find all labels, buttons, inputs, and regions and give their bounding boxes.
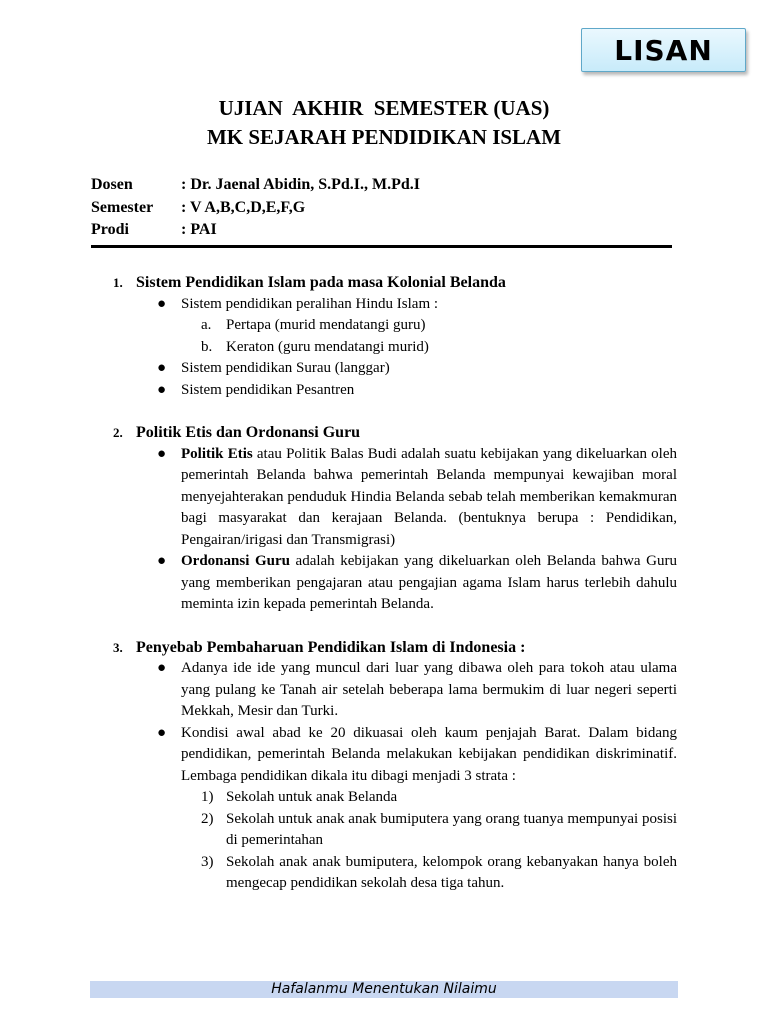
info-value: : Dr. Jaenal Abidin, S.Pd.I., M.Pd.I bbox=[181, 176, 421, 193]
list-item-text: Sistem pendidikan peralihan Hindu Islam : bbox=[181, 295, 439, 312]
list-item-text: atau Politik Balas Budi adalah suatu kebijakan yang dikeluarkan oleh pemerintah Belanda bahwa pemerintah Belanda mempunyai kewajiban moral menyejahterakan penduduk Hindia Belanda sebab telah memberikan kemakmuran bagi masyarakat dan kerajaan Belanda. (bentuknya berupa : Pendidikan, Pengairan/irigasi dan Transmigrasi) bbox=[181, 445, 677, 548]
lisan-badge: LISAN bbox=[581, 28, 746, 72]
info-row-dosen bbox=[91, 176, 420, 199]
list-item-text: Kondisi awal abad ke 20 dikuasai oleh kaum penjajah Barat. Dalam bidang pendidikan, pemerintah Belanda melakukan kebijakan pendidikan diskriminatif. Lembaga pendidikan dikala itu dibagi menjadi 3 strata : bbox=[181, 724, 677, 784]
list-item-text: Sistem pendidikan Surau (langgar) bbox=[181, 360, 390, 376]
list-item bbox=[0, 380, 768, 402]
info-value: : PAI bbox=[181, 221, 217, 238]
section-heading-text: Politik Etis dan Ordonansi Guru bbox=[136, 424, 361, 441]
section-heading-text: Penyebab Pembaharuan Pendidikan Islam di Indonesia : bbox=[136, 638, 526, 656]
sub-item-text: Keraton (guru mendatangi murid) bbox=[226, 338, 429, 355]
list-item bbox=[0, 358, 768, 380]
sub-item-text: Sekolah anak anak bumiputera, kelompok orang kebanyakan hanya boleh mengecap pendidikan sekolah desa tiga tahun. bbox=[226, 853, 677, 891]
sub-item-marker: 2) bbox=[201, 810, 214, 827]
sub-item-text: Pertapa (murid mendatangi guru) bbox=[226, 317, 426, 333]
bullet-icon: ● bbox=[157, 553, 167, 569]
section-number: 3. bbox=[113, 639, 123, 655]
exam-info bbox=[91, 176, 420, 244]
sub-item bbox=[0, 809, 768, 852]
term-ordonansi-guru: Ordonansi Guru bbox=[181, 553, 290, 569]
exam-title: UJIAN AKHIR SEMESTER (UAS) bbox=[218, 96, 550, 120]
section-heading-text: Sistem Pendidikan Islam pada masa Kolonial Belanda bbox=[136, 274, 506, 291]
bullet-icon: ● bbox=[157, 660, 167, 676]
sub-item bbox=[0, 315, 768, 337]
info-label: Prodi bbox=[91, 221, 129, 238]
list-item bbox=[0, 658, 768, 723]
sub-item-marker: b. bbox=[201, 338, 213, 355]
section-number: 2. bbox=[113, 425, 123, 440]
info-row-semester bbox=[91, 199, 420, 222]
section-3 bbox=[0, 637, 768, 895]
info-row-prodi bbox=[91, 221, 420, 244]
section-1 bbox=[0, 272, 768, 401]
list-item-text: adalah kebijakan yang dikeluarkan oleh Belanda bahwa Guru yang memberikan pengajaran atau pengajian agama Islam harus terlebih dahulu meminta izin kepada pemerintah Belanda. bbox=[181, 553, 677, 612]
sub-item-marker: a. bbox=[201, 317, 212, 333]
info-label: Dosen bbox=[91, 176, 133, 193]
sub-item-marker: 1) bbox=[201, 789, 214, 805]
sub-item-text: Sekolah untuk anak Belanda bbox=[226, 789, 398, 805]
info-label: Semester bbox=[91, 198, 154, 216]
header-divider bbox=[91, 245, 672, 248]
bullet-icon: ● bbox=[157, 295, 167, 312]
sub-item bbox=[0, 852, 768, 895]
section-heading bbox=[0, 272, 768, 294]
section-number: 1. bbox=[113, 275, 123, 290]
sub-item bbox=[0, 337, 768, 359]
bullet-icon: ● bbox=[157, 381, 167, 398]
section-2 bbox=[0, 422, 768, 616]
bullet-icon: ● bbox=[157, 445, 167, 462]
sub-item-text: Sekolah untuk anak anak bumiputera yang orang tuanya mempunyai posisi di pemerintahan bbox=[226, 810, 677, 848]
section-heading bbox=[0, 422, 768, 444]
list-item-text: Adanya ide ide yang muncul dari luar yang dibawa oleh para tokoh atau ulama yang pulang ke Tanah air setelah beberapa lama bermukim di luar negeri seperti Mekkah, Mesir dan Turki. bbox=[181, 660, 677, 719]
sub-item bbox=[0, 787, 768, 809]
section-heading bbox=[0, 637, 768, 659]
course-title: MK SEJARAH PENDIDIKAN ISLAM bbox=[206, 125, 562, 149]
term-politik-etis: Politik Etis bbox=[181, 445, 253, 462]
list-item bbox=[0, 551, 768, 616]
list-item-text: Sistem pendidikan Pesantren bbox=[181, 381, 355, 398]
question-list bbox=[0, 272, 768, 916]
footer-motto: Hafalanmu Menentukan Nilaimu bbox=[90, 981, 678, 998]
bullet-icon: ● bbox=[157, 724, 167, 741]
list-item bbox=[0, 294, 768, 316]
info-value: : V A,B,C,D,E,F,G bbox=[181, 198, 306, 216]
list-item bbox=[0, 723, 768, 788]
bullet-icon: ● bbox=[157, 360, 167, 376]
sub-item-marker: 3) bbox=[201, 853, 214, 870]
list-item bbox=[0, 444, 768, 552]
